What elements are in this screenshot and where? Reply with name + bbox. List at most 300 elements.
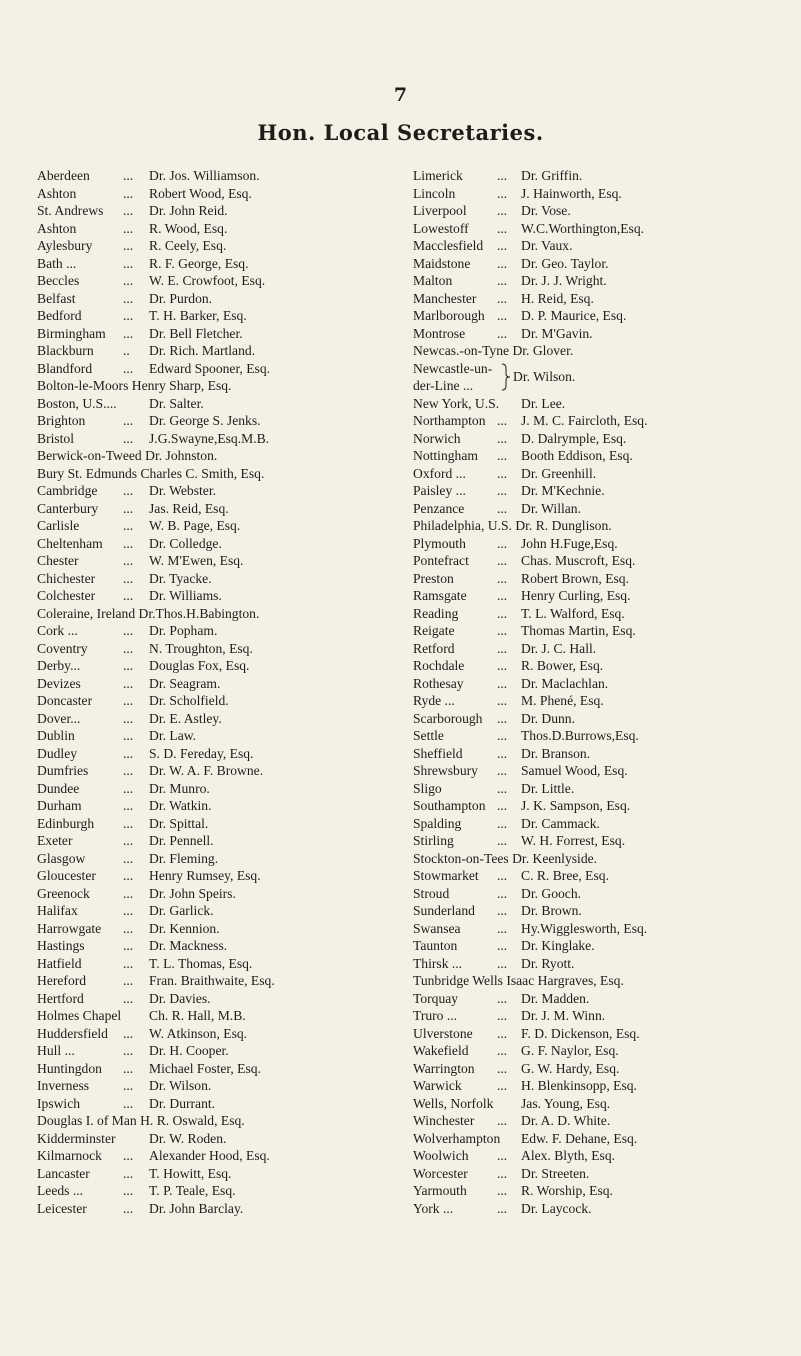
place-name: Penzance	[413, 500, 465, 516]
directory-entry	[413, 1112, 796, 1130]
place-name: Inverness	[37, 1078, 90, 1093]
secretary-name: Dr. M'Kechnie.	[521, 483, 605, 498]
directory-entry	[37, 885, 412, 903]
leader-dots: ...	[123, 868, 134, 883]
secretary-name: Dr. John Speirs.	[149, 885, 236, 901]
secretary-name: T. H. Barker, Esq.	[149, 308, 247, 323]
secretary-name: Dr. Durrant.	[149, 1095, 216, 1111]
place-name: Ipswich	[37, 1095, 81, 1111]
leader-dots: ...	[497, 763, 508, 778]
place-name: Canterbury	[37, 500, 99, 516]
place-name: Bristol	[37, 430, 75, 446]
secretary-name: R. Worship, Esq.	[521, 1183, 613, 1198]
leader-dots: ...	[497, 255, 508, 271]
secretary-name: W. Atkinson, Esq.	[149, 1025, 248, 1041]
place-name: Philadelphia, U.S.	[413, 518, 512, 533]
place-name: Coleraine, Ireland	[37, 605, 136, 621]
place-name: Swansea	[413, 920, 461, 936]
directory-entry	[413, 692, 796, 710]
place-name: Greenock	[37, 885, 90, 901]
directory-entry	[37, 1025, 412, 1043]
secretary-name: H. Reid, Esq.	[521, 290, 594, 306]
place-name: der-Line ...	[413, 378, 474, 393]
secretary-name: Dr. Watkin.	[149, 798, 212, 813]
place-name: Kidderminster	[37, 1130, 116, 1146]
directory-entry	[37, 465, 412, 483]
place-name: Blackburn	[37, 343, 94, 358]
place-name: Dudley	[37, 745, 78, 761]
place-name: Blandford	[37, 360, 93, 376]
place-name: Dundee	[37, 780, 80, 796]
secretary-name: R. Bower, Esq.	[521, 658, 604, 673]
secretary-name: Dr. Brown.	[521, 903, 582, 918]
leader-dots: ...	[123, 588, 134, 603]
secretary-name: D. Dalrymple, Esq.	[521, 430, 627, 446]
place-name: Cheltenham	[37, 535, 103, 551]
secretary-name: Dr. Fleming.	[149, 850, 219, 866]
leader-dots: ...	[123, 518, 134, 533]
place-name: Stirling	[413, 833, 454, 848]
leader-dots: ...	[497, 1183, 508, 1198]
directory-entry	[413, 1025, 796, 1043]
leader-dots: ...	[497, 203, 508, 218]
directory-entry	[37, 185, 412, 203]
leader-dots: ...	[123, 763, 134, 778]
directory-entry	[37, 762, 412, 780]
directory-entry	[413, 762, 796, 780]
secretary-name: Dr. A. D. White.	[521, 1113, 611, 1128]
directory-entry	[37, 237, 412, 255]
directory-entry	[413, 1182, 796, 1200]
directory-entry	[413, 727, 796, 745]
secretary-name: Ch. R. Hall, M.B.	[149, 1008, 246, 1023]
page-number: 7	[393, 84, 408, 106]
directory-entry	[413, 430, 796, 448]
leader-dots: ...	[123, 1200, 134, 1216]
directory-entry	[37, 1200, 412, 1218]
secretary-name: T. P. Teale, Esq.	[149, 1183, 236, 1198]
leader-dots: ...	[497, 623, 508, 638]
place-name: Gloucester	[37, 868, 96, 883]
place-name: Sunderland	[413, 903, 475, 918]
place-name: Norwich	[413, 430, 461, 446]
leader-dots: ...	[497, 920, 508, 936]
secretary-name: Samuel Wood, Esq.	[521, 763, 628, 778]
place-name: Winchester	[413, 1113, 475, 1128]
directory-entry	[37, 342, 412, 360]
place-name: Taunton	[413, 938, 458, 953]
secretary-name: T. Howitt, Esq.	[149, 1165, 232, 1181]
directory-entry	[413, 640, 796, 658]
secretary-name: D. P. Maurice, Esq.	[521, 308, 627, 323]
directory-entry	[413, 815, 796, 833]
place-name: Shrewsbury	[413, 763, 478, 778]
directory-entry	[37, 430, 412, 448]
directory-entry	[413, 570, 796, 588]
leader-dots: ...	[123, 553, 134, 568]
secretary-name: Dr. Little.	[521, 780, 575, 796]
leader-dots: ...	[123, 1095, 134, 1111]
directory-entry	[37, 377, 412, 395]
place-name: Reading	[413, 605, 459, 621]
secretary-name: J.G.Swayne,Esq.M.B.	[149, 430, 270, 446]
place-name: Aylesbury	[37, 238, 93, 253]
secretary-name: Dr. Wilson.	[149, 1078, 212, 1093]
place-name: Worcester	[413, 1165, 468, 1181]
secretary-name: Douglas Fox, Esq.	[149, 658, 250, 673]
brace-symbol	[501, 363, 511, 391]
place-name: Woolwich	[413, 1148, 469, 1163]
directory-entry	[37, 832, 412, 850]
directory-entry	[37, 605, 412, 623]
leader-dots: ...	[497, 553, 508, 568]
directory-entry	[413, 745, 796, 763]
secretary-name: Dr. Cammack.	[521, 815, 600, 831]
leader-dots: ...	[497, 1060, 508, 1076]
leader-dots: ...	[123, 938, 134, 953]
place-name: Limerick	[413, 168, 463, 183]
place-name: Belfast	[37, 290, 76, 306]
secretary-name: G. F. Naylor, Esq.	[521, 1043, 619, 1058]
directory-entry	[413, 220, 796, 238]
leader-dots: ...	[497, 798, 508, 813]
leader-dots: ...	[497, 955, 508, 971]
secretary-name: Henry Rumsey, Esq.	[149, 868, 261, 883]
place-name: Edinburgh	[37, 815, 95, 831]
place-name: Hertford	[37, 990, 84, 1006]
leader-dots: ...	[123, 273, 134, 288]
secretary-name: Dr. Bell Fletcher.	[149, 325, 243, 341]
secretary-name: Dr. J. C. Hall.	[521, 640, 597, 656]
place-name: Hastings	[37, 938, 85, 953]
place-name: Liverpool	[413, 203, 467, 218]
secretary-name: Thomas Martin, Esq.	[521, 623, 636, 638]
leader-dots: ...	[123, 1165, 134, 1181]
leader-dots: ...	[497, 903, 508, 918]
place-name: Huddersfield	[37, 1025, 108, 1041]
leader-dots: ...	[123, 430, 134, 446]
leader-dots: ...	[497, 325, 508, 341]
place-name: Leeds ...	[37, 1183, 84, 1198]
directory-entry	[37, 622, 412, 640]
directory-entry	[413, 552, 796, 570]
place-name: Rothesay	[413, 675, 464, 691]
leader-dots: ...	[123, 570, 134, 586]
place-name: Brighton	[37, 413, 86, 428]
directory-entry	[413, 185, 796, 203]
directory-entry	[37, 640, 412, 658]
secretary-name: R. Wood, Esq.	[149, 220, 228, 236]
secretary-name: Dr. Popham.	[149, 623, 218, 638]
directory-entry	[413, 972, 796, 990]
directory-entry	[37, 482, 412, 500]
directory-entry	[413, 202, 796, 220]
secretary-name: Robert Wood, Esq.	[149, 185, 252, 201]
secretary-name: Hy.Wigglesworth, Esq.	[521, 920, 648, 936]
place-name: Spalding	[413, 815, 462, 831]
directory-entry	[37, 972, 412, 990]
directory-entry	[37, 587, 412, 605]
secretary-name: Dr. Ryott.	[521, 955, 575, 971]
leader-dots: ...	[497, 308, 508, 323]
secretary-name: Dr. W. Roden.	[149, 1130, 227, 1146]
secretary-name: Dr. Williams.	[149, 588, 222, 603]
place-name: Exeter	[37, 833, 73, 848]
secretary-name: Dr. Dunn.	[521, 710, 575, 726]
place-name: Retford	[413, 640, 455, 656]
place-name: Halifax	[37, 903, 78, 918]
directory-entry	[37, 552, 412, 570]
place-name: Bath ...	[37, 255, 77, 271]
place-name: Marlborough	[413, 308, 485, 323]
secretary-name: Dr. Willan.	[521, 500, 581, 516]
secretary-name: W. M'Ewen, Esq.	[149, 553, 244, 568]
place-name: Carlisle	[37, 518, 80, 533]
place-name: Stockton-on-Tees	[413, 850, 509, 866]
directory-entry	[413, 955, 796, 973]
leader-dots: ...	[123, 360, 134, 376]
directory-entry	[413, 1147, 796, 1165]
place-name: Stroud	[413, 885, 450, 901]
directory-entry	[37, 797, 412, 815]
directory-entry	[37, 1042, 412, 1060]
place-name: Cambridge	[37, 483, 98, 498]
directory-entry	[37, 272, 412, 290]
secretary-name: W. E. Crowfoot, Esq.	[149, 273, 266, 288]
secretary-name: Dr. Streeten.	[521, 1165, 590, 1181]
place-name: Durham	[37, 798, 82, 813]
place-name: Bury St. Edmunds	[37, 465, 138, 481]
secretary-name: Michael Foster, Esq.	[149, 1060, 261, 1076]
directory-entry	[37, 1007, 412, 1025]
secretary-name: Dr. Jos. Williamson.	[149, 168, 260, 183]
secretary-name: Chas. Muscroft, Esq.	[521, 553, 636, 568]
leader-dots: ...	[123, 500, 134, 516]
directory-entry	[37, 902, 412, 920]
leader-dots: ...	[123, 833, 134, 848]
leader-dots: ...	[497, 168, 508, 183]
directory-entry	[37, 990, 412, 1008]
secretary-name: John H.Fuge,Esq.	[521, 535, 618, 551]
leader-dots: ...	[497, 535, 508, 551]
secretary-name: Henry Sharp, Esq.	[131, 378, 232, 393]
directory-entry	[413, 1200, 796, 1218]
directory-entry	[37, 307, 412, 325]
leader-dots: ...	[123, 238, 134, 253]
leader-dots: ...	[497, 500, 508, 516]
leader-dots: ...	[123, 903, 134, 918]
place-name: Manchester	[413, 290, 477, 306]
leader-dots: ...	[497, 570, 508, 586]
leader-dots: ...	[123, 798, 134, 813]
secretary-name: Dr. Greenhill.	[521, 465, 597, 481]
leader-dots: ...	[497, 658, 508, 673]
place-name: Boston, U.S....	[37, 395, 117, 411]
place-name: Dover...	[37, 710, 81, 726]
leader-dots: ...	[497, 1113, 508, 1128]
secretary-name: Dr. Spittal.	[149, 815, 209, 831]
secretary-name: Dr. J. M. Winn.	[521, 1008, 606, 1023]
leader-dots: ...	[123, 535, 134, 551]
secretary-name: Thos.D.Burrows,Esq.	[521, 728, 639, 743]
leader-dots: ...	[123, 308, 134, 323]
left-column	[37, 167, 412, 1217]
directory-entry	[413, 412, 796, 430]
leader-dots: ...	[123, 290, 134, 306]
leader-dots: ...	[497, 238, 508, 253]
directory-entry	[37, 710, 412, 728]
leader-dots: ...	[497, 1008, 508, 1023]
secretary-name: Robert Brown, Esq.	[521, 570, 629, 586]
leader-dots: ...	[123, 745, 134, 761]
place-name: York ...	[413, 1200, 454, 1216]
secretary-name: Dr. John Reid.	[149, 203, 228, 218]
directory-entry	[413, 832, 796, 850]
place-name: New York, U.S.	[413, 395, 500, 411]
place-name: Chichester	[37, 570, 96, 586]
right-column	[413, 167, 796, 1217]
leader-dots: ...	[123, 1043, 134, 1058]
secretary-name: Dr. Munro.	[149, 780, 210, 796]
secretary-name: Dr. Scholfield.	[149, 693, 229, 708]
place-name: Montrose	[413, 325, 466, 341]
leader-dots: ...	[497, 220, 508, 236]
directory-entry	[37, 500, 412, 518]
leader-dots: ...	[123, 973, 134, 988]
secretary-name: R. Ceely, Esq.	[149, 238, 227, 253]
secretary-name: J. K. Sampson, Esq.	[521, 798, 631, 813]
secretary-name: Fran. Braithwaite, Esq.	[149, 973, 275, 988]
place-name: Sheffield	[413, 745, 463, 761]
secretary-name: Dr. Laycock.	[521, 1200, 592, 1216]
secretary-name: Dr. Kinglake.	[521, 938, 595, 953]
place-name: Huntingdon	[37, 1060, 102, 1076]
directory-entry	[413, 920, 796, 938]
directory-entry	[413, 867, 796, 885]
directory-entry	[37, 1147, 412, 1165]
directory-entry	[413, 1077, 796, 1095]
leader-dots: ...	[497, 868, 508, 883]
directory-entry	[413, 290, 796, 308]
leader-dots: ...	[497, 588, 508, 603]
secretary-name: Charles C. Smith, Esq.	[140, 465, 265, 481]
secretary-name: Dr. Vaux.	[521, 238, 573, 253]
directory-entry	[413, 342, 796, 360]
leader-dots: ...	[497, 290, 508, 306]
secretary-name: T. L. Walford, Esq.	[521, 605, 625, 621]
place-name: Torquay	[413, 990, 459, 1006]
place-name: Newcas.-on-Tyne	[413, 343, 510, 358]
place-name: Northampton	[413, 413, 486, 428]
secretary-name: Dr. Kennion.	[149, 920, 220, 936]
secretary-name: Dr. Seagram.	[149, 675, 221, 691]
place-name: Bedford	[37, 308, 82, 323]
place-name: Preston	[413, 570, 454, 586]
secretary-name: J. Hainworth, Esq.	[521, 185, 622, 201]
directory-entry	[37, 657, 412, 675]
secretary-name: W.C.Worthington,Esq.	[521, 220, 645, 236]
place-name: Warwick	[413, 1078, 462, 1093]
directory-entry	[413, 622, 796, 640]
leader-dots: ...	[497, 1025, 508, 1041]
leader-dots: ...	[123, 640, 134, 656]
secretary-name: Alexander Hood, Esq.	[149, 1148, 270, 1163]
secretary-name: G. W. Hardy, Esq.	[521, 1060, 620, 1076]
directory-entry	[37, 727, 412, 745]
secretary-name: Dr. Madden.	[521, 990, 590, 1006]
leader-dots: ...	[123, 920, 134, 936]
secretary-name: Dr. M'Gavin.	[521, 325, 593, 341]
directory-entry	[37, 1130, 412, 1148]
place-name: Leicester	[37, 1200, 87, 1216]
place-name: Plymouth	[413, 535, 466, 551]
place-name: Paisley ...	[413, 483, 466, 498]
directory-entry	[413, 587, 796, 605]
directory-entry	[37, 325, 412, 343]
place-name: Ramsgate	[413, 588, 467, 603]
leader-dots: ...	[123, 220, 134, 236]
leader-dots: ...	[497, 605, 508, 621]
directory-entry	[37, 290, 412, 308]
place-name: Malton	[413, 273, 453, 288]
place-name: Devizes	[37, 675, 81, 691]
directory-entry	[37, 780, 412, 798]
leader-dots: ...	[123, 1183, 134, 1198]
secretary-name: Dr. Branson.	[521, 745, 591, 761]
secretary-name: C. R. Bree, Esq.	[521, 868, 609, 883]
leader-dots: ...	[497, 728, 508, 743]
secretary-name: Dr. Mackness.	[149, 938, 228, 953]
place-name: Nottingham	[413, 448, 478, 463]
leader-dots: ...	[497, 430, 508, 446]
place-name: Newcastle-un-	[413, 360, 493, 376]
directory-entry	[37, 570, 412, 588]
leader-dots: ...	[497, 273, 508, 288]
directory-entry	[37, 1112, 412, 1130]
secretary-name: Edw. F. Dehane, Esq.	[521, 1130, 638, 1146]
place-name: Hull ...	[37, 1043, 75, 1058]
place-name: Maidstone	[413, 255, 471, 271]
secretary-name: F. D. Dickenson, Esq.	[521, 1025, 640, 1041]
directory-entry	[37, 255, 412, 273]
secretary-name: S. D. Fereday, Esq.	[149, 745, 254, 761]
place-name: Warrington	[413, 1060, 475, 1076]
directory-entry	[37, 675, 412, 693]
leader-dots: ...	[123, 850, 134, 866]
place-name: Holmes Chapel	[37, 1008, 122, 1023]
place-name: Settle	[413, 728, 444, 743]
place-name: Scarborough	[413, 710, 483, 726]
directory-entry	[413, 482, 796, 500]
leader-dots: ...	[123, 1148, 134, 1163]
directory-entry	[413, 710, 796, 728]
leader-dots: ...	[497, 938, 508, 953]
secretary-name: Dr. Purdon.	[149, 290, 213, 306]
directory-entry	[413, 167, 796, 185]
place-name: Kilmarnock	[37, 1148, 102, 1163]
directory-entry	[37, 412, 412, 430]
place-name: Ulverstone	[413, 1025, 473, 1041]
leader-dots: ...	[497, 780, 508, 796]
leader-dots: ...	[497, 413, 508, 428]
directory-entry	[413, 1095, 796, 1113]
directory-entry	[413, 850, 796, 868]
place-name: Rochdale	[413, 658, 465, 673]
place-name: Glasgow	[37, 850, 86, 866]
directory-entry	[413, 1060, 796, 1078]
leader-dots: ...	[123, 185, 134, 201]
place-name: Aberdeen	[37, 168, 90, 183]
